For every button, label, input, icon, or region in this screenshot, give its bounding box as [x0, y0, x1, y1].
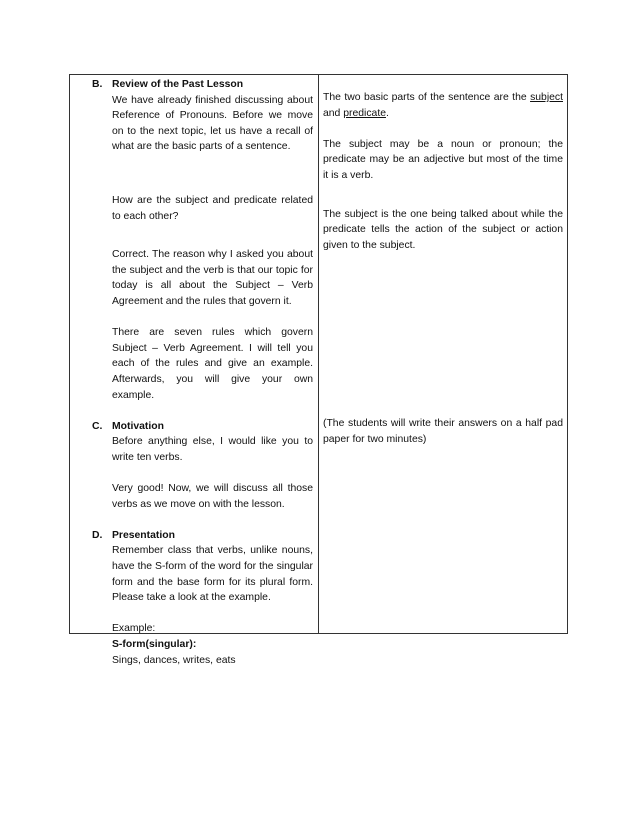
example-label: Example:: [112, 623, 156, 635]
section-letter-d: D.: [92, 529, 103, 541]
section-letter-c: C.: [92, 420, 103, 432]
response-motivation: (The students will write their answers on a half pad paper for two minutes): [323, 418, 563, 445]
section-heading-presentation: Presentation: [112, 529, 175, 541]
response-period: .: [385, 107, 389, 119]
section-heading-motivation: Motivation: [112, 420, 164, 432]
response-basic-parts: [323, 90, 563, 121]
review-paragraph-2: How are the subject and predicate related to each other?: [112, 194, 313, 222]
motivation-paragraph-2: Very good! Now, we will discuss all those verbs as we move on with the lesson.: [112, 483, 313, 510]
presentation-paragraph-1: Remember class that verbs, unlike nouns, have the S-form of the word for the singular form and the base form for its plural form. Please take a look at the example.: [112, 545, 313, 604]
response-subject-predicate-types: The subject may be a noun or pronoun; the predicate may be an adjective but most of the time it is a verb.: [323, 138, 563, 181]
response-relationship: The subject is the one being talked about while the predicate tells the action of the subject or action given to the subject.: [323, 208, 563, 251]
sform-label: S-form(singular):: [112, 639, 197, 650]
section-presentation: [92, 528, 313, 668]
motivation-paragraph-1: Before anything else, I would like you to write ten verbs.: [112, 436, 313, 463]
review-paragraph-4: There are seven rules which govern Subject – Verb Agreement. I will tell you each of the rules and give an example. Afterwards, you will give your own example.: [112, 327, 313, 401]
section-motivation: [92, 419, 313, 513]
section-review: [92, 77, 313, 403]
column-divider: [318, 74, 319, 634]
underlined-subject: subject: [530, 92, 563, 103]
review-paragraph-3: Correct. The reason why I asked you about the subject and the verb is that our topic for today is all about the Subject – Verb Agreement and the rules that govern it.: [112, 249, 313, 307]
response-and: and: [323, 107, 344, 119]
section-letter-b: B.: [92, 79, 103, 90]
teacher-activity-column: [92, 77, 313, 668]
sform-examples: Sings, dances, writes, eats: [112, 654, 236, 666]
underlined-predicate: predicate: [343, 107, 386, 119]
student-activity-column: [323, 90, 563, 448]
response-basic-parts-text: The two basic parts of the sentence are the: [323, 92, 531, 103]
review-paragraph-1: We have already finished discussing about Reference of Pronouns. Before we move on to the next topic, let us have a recall of what are the basic parts of a sentence.: [112, 94, 313, 153]
section-heading-review: Review of the Past Lesson: [112, 79, 244, 90]
